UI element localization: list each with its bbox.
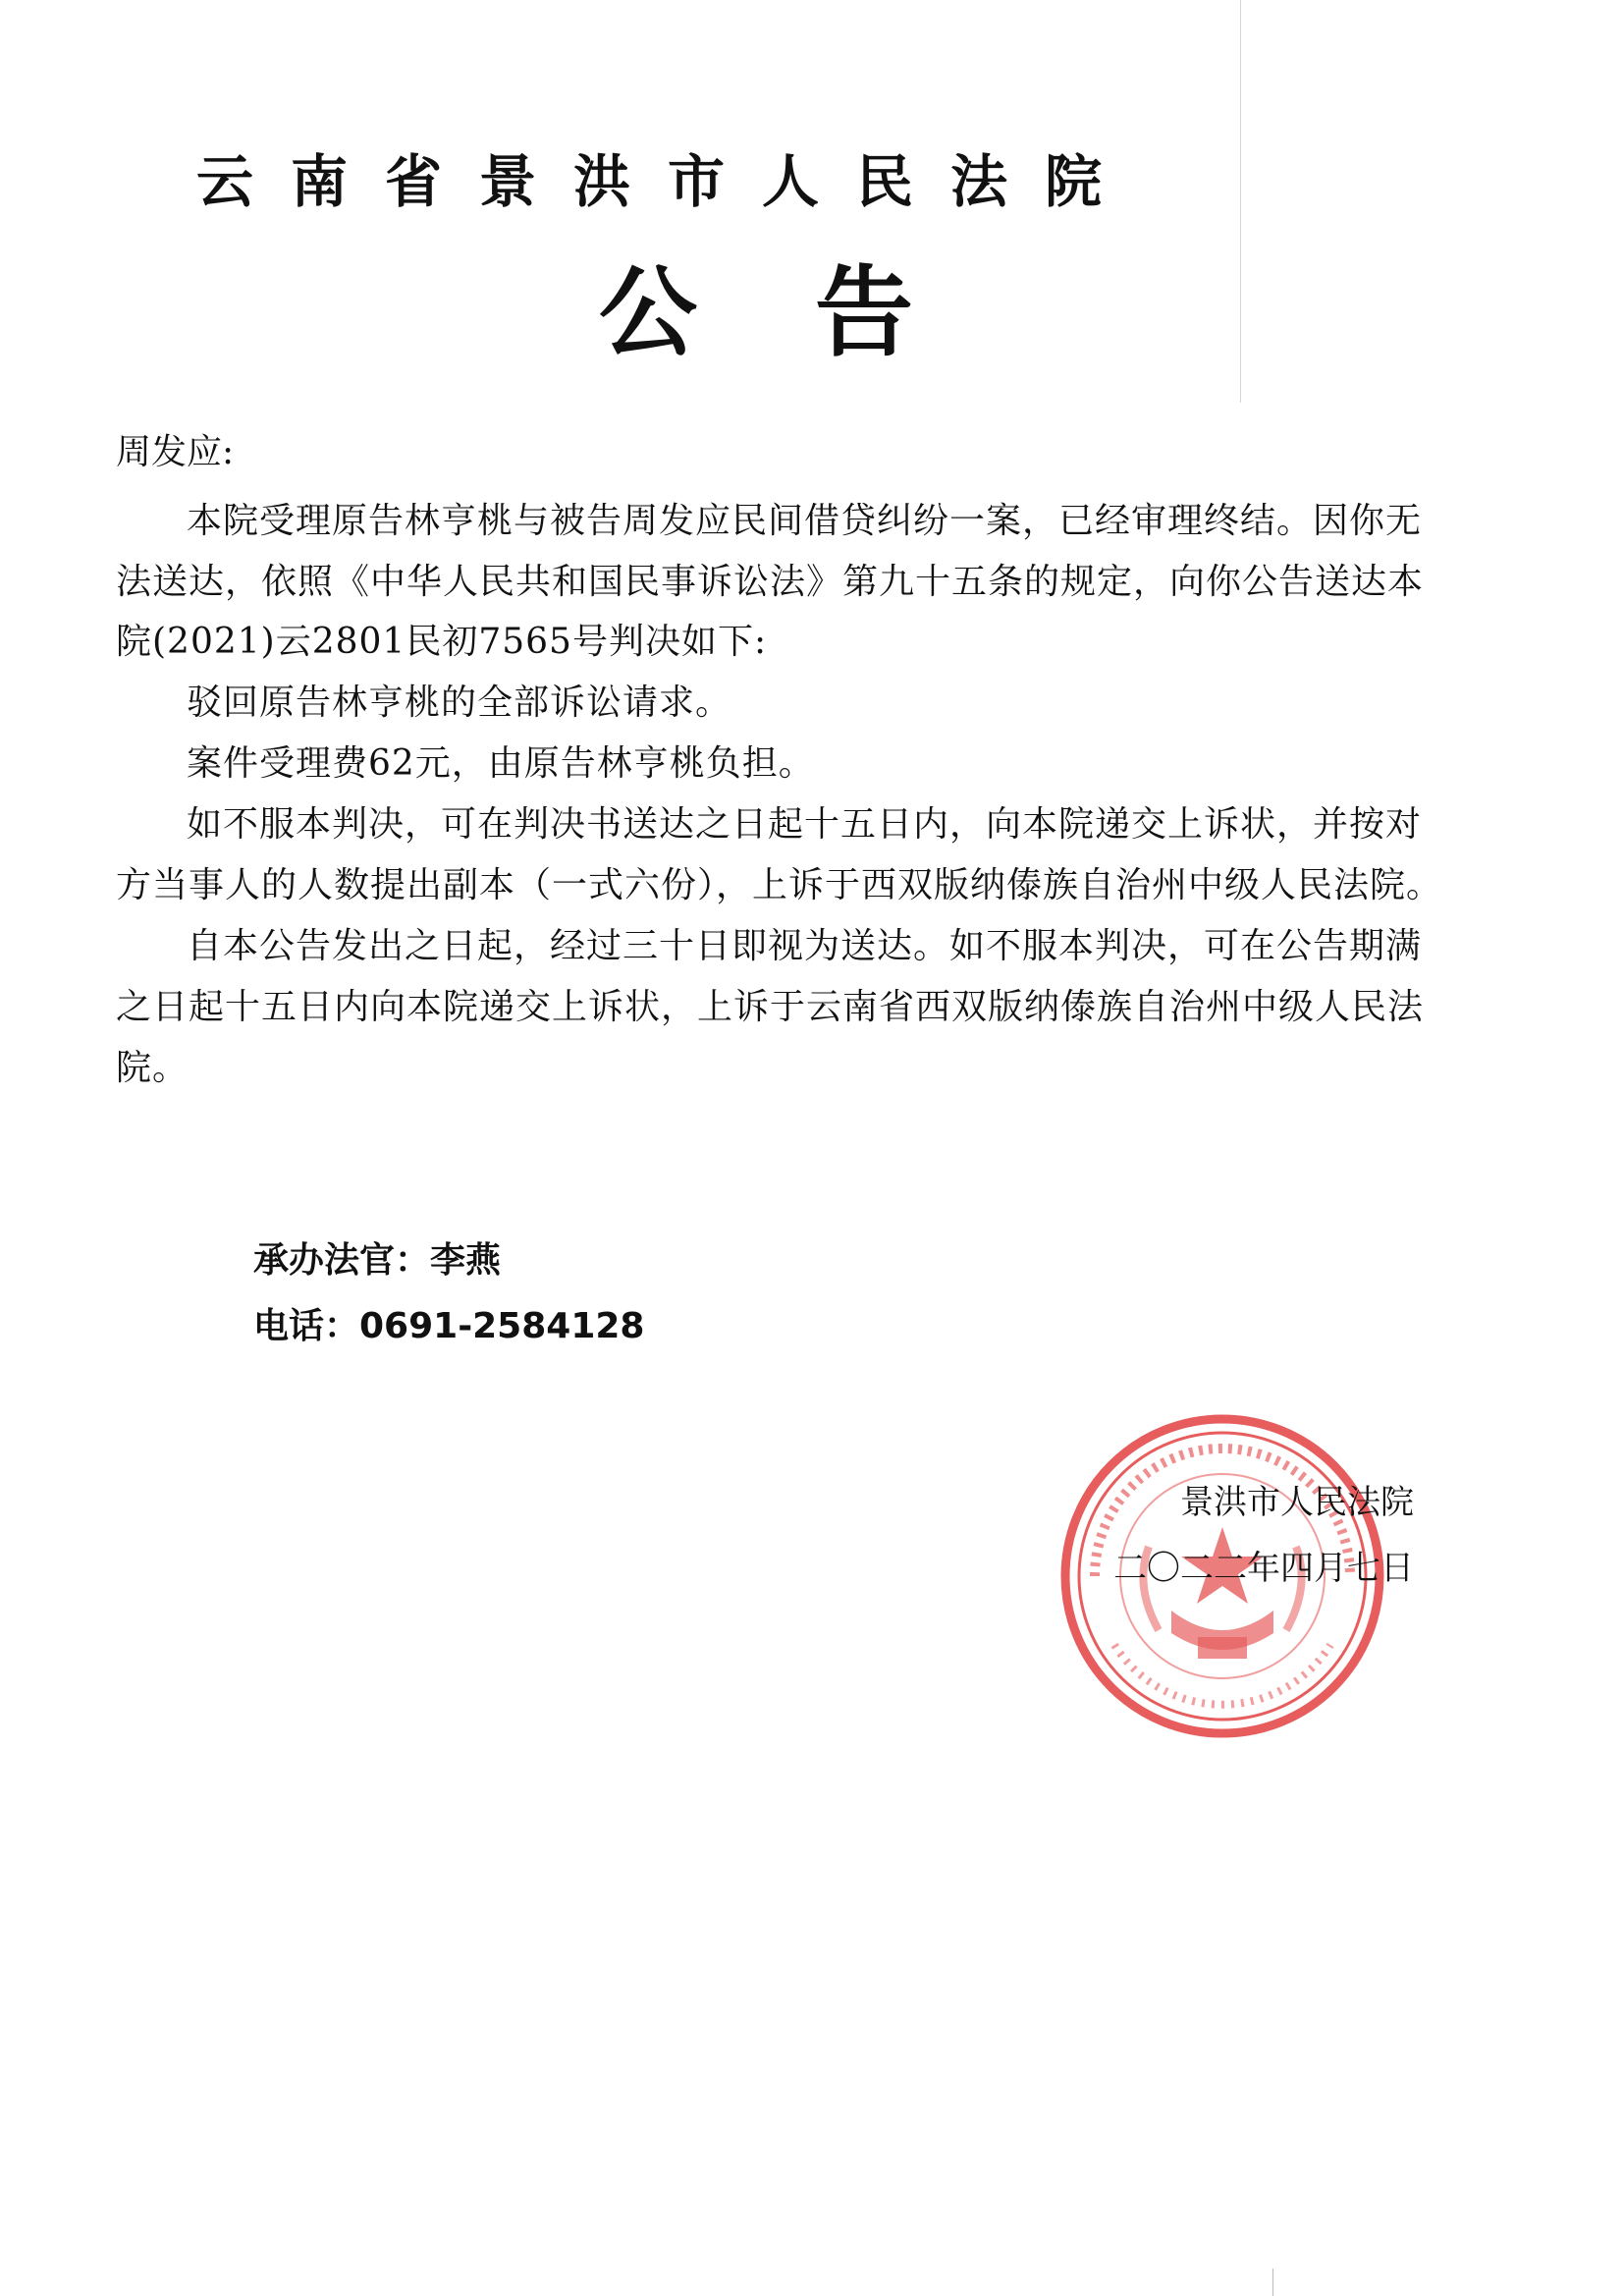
contact-info <box>253 1232 644 1364</box>
paragraph: 案件受理费62元，由原告林亨桃负担。 <box>187 743 815 785</box>
court-name: 云南省景洪市人民法院 <box>196 148 1140 215</box>
signature-court: 景洪市人民法院 <box>1180 1483 1414 1522</box>
phone-number: 电话：0691-2584128 <box>253 1306 645 1346</box>
scan-edge-line <box>1272 2269 1273 2296</box>
signature-date: 二〇二二年四月七日 <box>1113 1549 1414 1588</box>
signature-block <box>1021 1475 1414 1607</box>
paragraph: 自本公告发出之日起，经过三十日即视为送达。如不服本判决，可在公告期满之日起十五日内向本院递交上诉状，上诉于云南省西双版纳傣族自治州中级人民法院。 <box>116 925 1425 1088</box>
paragraph: 驳回原告林亨桃的全部诉讼请求。 <box>187 683 732 724</box>
notice-body <box>116 424 1451 1099</box>
paragraph: 如不服本判决，可在判决书送达之日起十五日内，向本院递交上诉状，并按对方当事人的人数提出副本（一式六份），上诉于西双版纳傣族自治州中级人民法院。 <box>116 804 1443 906</box>
judge-name: 承办法官：李燕 <box>253 1240 502 1281</box>
addressee: 周发应: <box>116 432 235 472</box>
notice-title: 公告 <box>599 255 1031 370</box>
paragraph: 本院受理原告林亨桃与被告周发应民间借贷纠纷一案，已经审理终结。因你无法送达，依照《中华人民共和国民事诉讼法》第九十五条的规定，向你公告送达本院(2021)云2801民初7565号判决如下: <box>116 500 1425 663</box>
